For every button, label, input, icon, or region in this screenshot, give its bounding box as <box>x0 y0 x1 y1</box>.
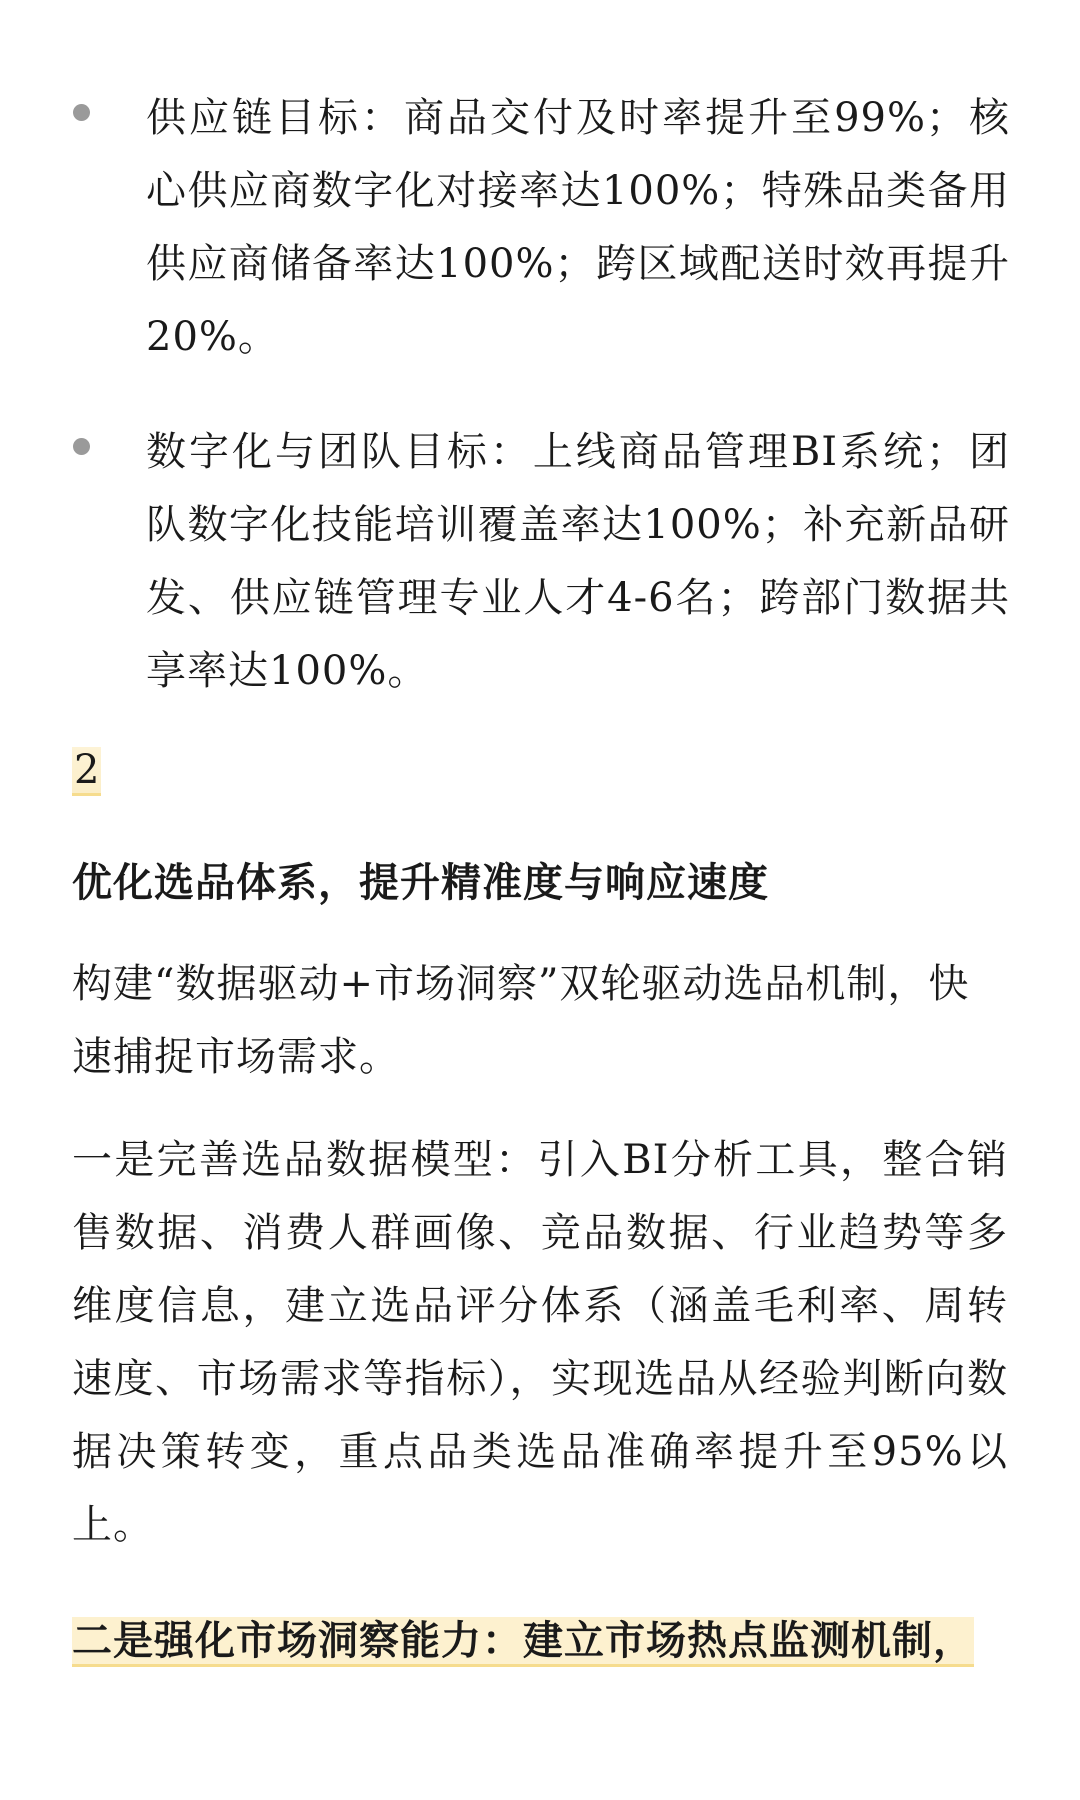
list-item <box>0 82 1080 374</box>
bullet-text: 供应链目标：商品交付及时率提升至99%；核心供应商数字化对接率达100%；特殊品类备用供应商储备率达100%；跨区域配送时效再提升20%。 <box>146 95 1010 360</box>
bullet-dot-icon <box>73 438 90 455</box>
section-number <box>72 742 1008 798</box>
point-one-paragraph: 一是完善选品数据模型：引入BI分析工具，整合销售数据、消费人群画像、竞品数据、行业趋势等多维度信息，建立选品评分体系（涵盖毛利率、周转速度、市场需求等指标），实现选品从经验判断向数据决策转变，重点品类选品准确率提升至95%以上。 <box>72 1137 1008 1548</box>
bullet-dot-icon <box>73 104 90 121</box>
section-heading: 优化选品体系，提升精准度与响应速度 <box>72 859 769 906</box>
section-number-label: 2 <box>72 747 101 796</box>
point-two-highlight: 二是强化市场洞察能力：建立市场热点监测机制， <box>72 1617 974 1667</box>
goal-bullet-list <box>0 82 1080 750</box>
bullet-text: 数字化与团队目标：上线商品管理BI系统；团队数字化技能培训覆盖率达100%；补充新品研发、供应链管理专业人才4-6名；跨部门数据共享率达100%。 <box>146 429 1010 694</box>
point-two-paragraph <box>72 1604 1008 1677</box>
section-intro: 构建“数据驱动+市场洞察”双轮驱动选品机制，快速捕捉市场需求。 <box>72 961 970 1080</box>
list-item <box>0 416 1080 708</box>
